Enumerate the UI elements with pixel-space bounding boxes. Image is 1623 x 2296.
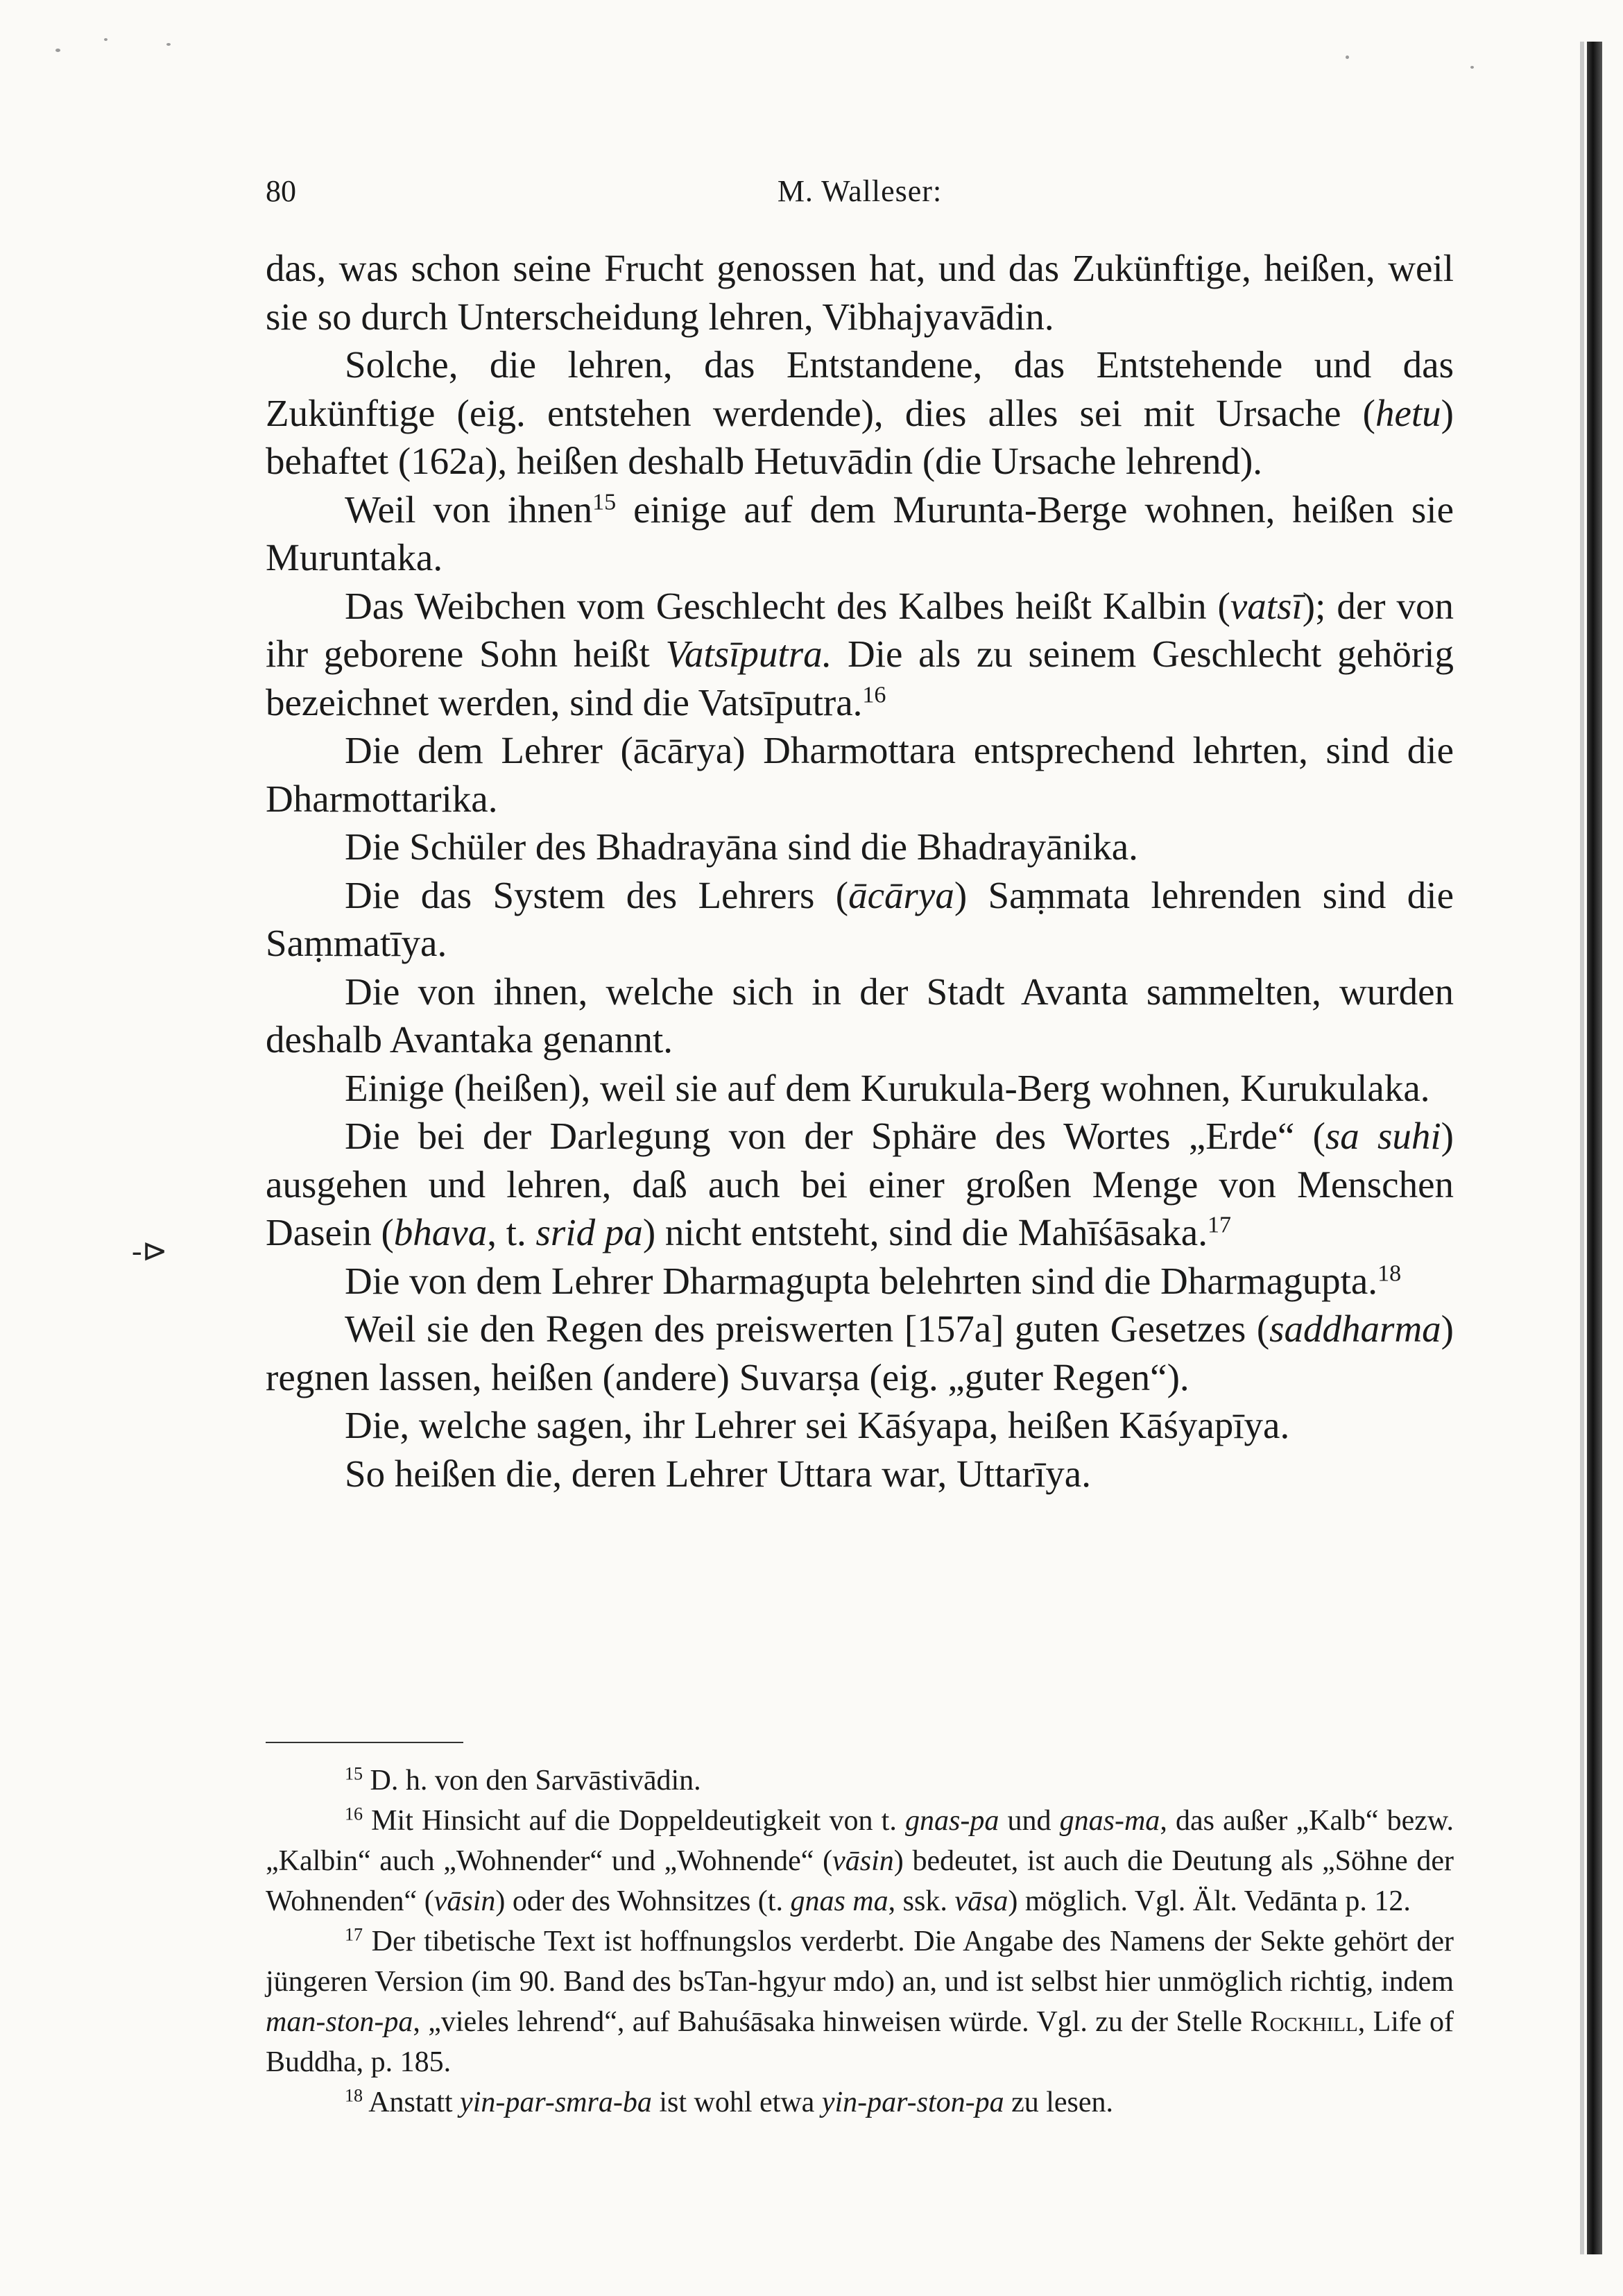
paragraph: Solche, die lehren, das Entstandene, das Entstehende und das Zukünftige (eig. entstehen werdende), dies alles sei mit Ursache (hetu) behaftet (162a), heißen deshalb Hetuvādin (die Ursache lehrend). [266, 343, 1454, 482]
paragraph: Die dem Lehrer (ācārya) Dharmottara entsprechend lehrten, sind die Dharmottarika. [266, 729, 1454, 820]
footnote: $^{15}$ D. h. von den Sarvāstivādin. [345, 1763, 701, 1797]
margin-mark: -⊳ [132, 1234, 168, 1268]
paragraph: Die von ihnen, welche sich in der Stadt Avanta sammelten, wurden deshalb Avantaka genannt. [266, 970, 1454, 1061]
scan-speck [166, 43, 171, 46]
paragraph: Die bei der Darlegung von der Sphäre des Wortes „Erde“ (sa suhi) ausgehen und lehren, daß auch bei einer großen Menge von Menschen Dasein (bhava, t. srid pa) nicht entsteht, sind die Mahīśāsaka.$^{17}$ [266, 1115, 1454, 1253]
footnote: $^{16}$ Mit Hinsicht auf die Doppeldeutigkeit von t. gnas-pa und gnas-ma, das außer „Kalb“ bezw. „Kalbin“ auch „Wohnender“ und „Wohnende“ (vāsin) bedeutet, ist auch die Deutung als „Söhne der Wohnenden“ (vāsin) oder des Wohnsitzes (t. gnas ma, ssk. vāsa) möglich. Vgl. Ält. Vedānta p. 12. [266, 1804, 1454, 1917]
scan-speck [55, 49, 60, 52]
scan-speck [1470, 66, 1474, 69]
paragraph: Die das System des Lehrers (ācārya) Saṃmata lehrenden sind die Saṃmatīya. [266, 873, 1454, 964]
running-title: M. Walleser: [777, 174, 943, 208]
paragraph: Die, welche sagen, ihr Lehrer sei Kāśyapa, heißen Kāśyapīya. [345, 1404, 1290, 1446]
footnotes [266, 1760, 1454, 2123]
paragraph: Einige (heißen), weil sie auf dem Kurukula-Berg wohnen, Kurukulaka. [345, 1066, 1430, 1109]
paragraph: Weil sie den Regen des preiswerten [157a] guten Gesetzes (saddharma) regnen lassen, heißen (andere) Suvarṣa (eig. „guter Regen“). [266, 1308, 1454, 1398]
page-header [266, 173, 1454, 215]
paragraph: Das Weibchen vom Geschlecht des Kalbes heißt Kalbin (vatsī); der von ihr geborene Sohn heißt Vatsīputra. Die als zu seinem Geschlecht gehörig bezeichnet werden, sind die Vatsīputra.$^{16}$ [266, 584, 1454, 723]
binding-edge-shadow [1580, 42, 1584, 2254]
scan-speck [1346, 55, 1349, 59]
binding-edge [1587, 42, 1602, 2254]
page-number: 80 [266, 174, 296, 208]
paragraph: Die von dem Lehrer Dharmagupta belehrten sind die Dharmagupta.$^{18}$ [345, 1259, 1402, 1302]
paragraph: Die Schüler des Bhadrayāna sind die Bhadrayānika. [345, 825, 1138, 868]
main-text [266, 244, 1454, 1498]
scan-speck [104, 38, 108, 41]
footnote-rule [266, 1742, 463, 1743]
paragraph: Weil von ihnen$^{15}$ einige auf dem Murunta-Berge wohnen, heißen sie Muruntaka. [266, 488, 1454, 579]
paragraph: So heißen die, deren Lehrer Uttara war, Uttarīya. [345, 1452, 1091, 1495]
paragraph: das, was schon seine Frucht genossen hat, und das Zukünftige, heißen, weil sie so durch Unterscheidung lehren, Vibhajyavādin. [266, 247, 1454, 338]
footnote: $^{18}$ Anstatt yin-par-smra-ba ist wohl etwa yin-par-ston-pa zu lesen. [345, 2085, 1114, 2118]
footnote: $^{17}$ Der tibetische Text ist hoffnungslos verderbt. Die Angabe des Namens der Sekte gehört der jüngeren Version (im 90. Band des bsTan-hgyur mdo) an, und ist selbst hier unmöglich richtig, indem man-ston-pa, „vieles lehrend“, auf Bahuśāsaka hinweisen würde. Vgl. zu der Stelle Rockhill, Life of Buddha, p. 185. [266, 1924, 1454, 2078]
